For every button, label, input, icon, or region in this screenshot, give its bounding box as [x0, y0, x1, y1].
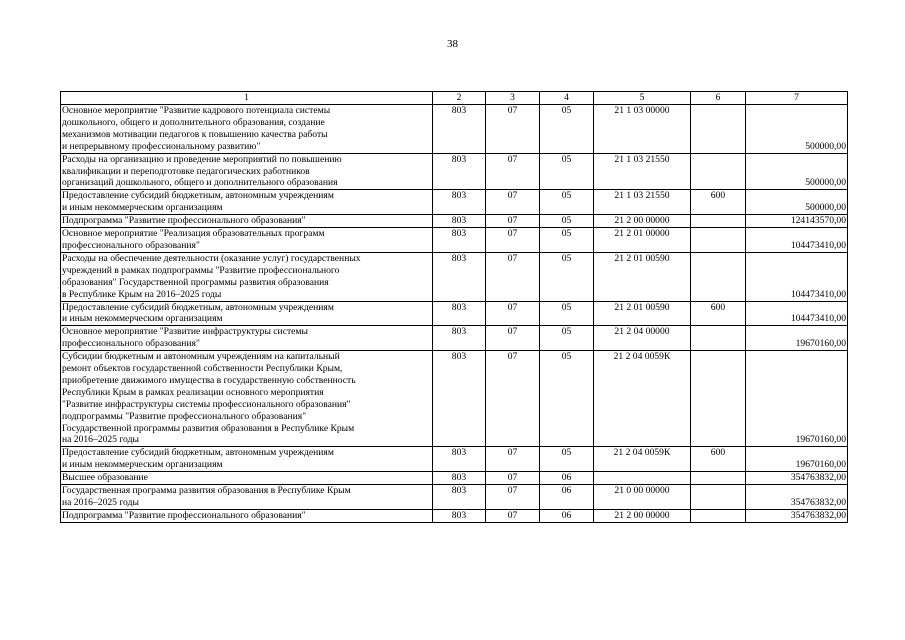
target-article-code-cell: [594, 472, 691, 485]
expense-type-code-cell: [691, 326, 746, 351]
expense-type-code-cell: [691, 252, 746, 301]
page-number: 38: [447, 38, 458, 50]
target-article-code-cell: 21 2 04 0059К: [594, 351, 691, 447]
target-article-code-cell: 21 0 00 00000: [594, 485, 691, 510]
row-name-cell: Расходы на организацию и проведение мероприятий по повышению квалификации и переподготовке педагогических работников организаций дошкольного, общего и дополнительного образования: [61, 153, 433, 190]
section-code-cell: 07: [486, 485, 540, 510]
section-code-cell: 07: [486, 190, 540, 215]
ministry-code-cell: 803: [433, 326, 486, 351]
subsection-code-cell: 06: [540, 509, 594, 522]
section-code-cell: 07: [486, 447, 540, 472]
target-article-code-cell: 21 2 04 0059К: [594, 447, 691, 472]
subsection-code-cell: 06: [540, 485, 594, 510]
section-code-cell: 07: [486, 153, 540, 190]
row-name-cell: Расходы на обеспечение деятельности (оказание услуг) государственных учреждений в рамках подпрограммы "Развитие профессионального образования" Государственной программы развития образования в Республике Крым на 2016–2025 годы: [61, 252, 433, 301]
amount-cell: 19670160,00: [746, 447, 848, 472]
subsection-code-cell: 05: [540, 105, 594, 154]
target-article-code-cell: 21 1 03 21550: [594, 153, 691, 190]
table-row: [61, 447, 848, 472]
column-header: 1: [61, 92, 433, 105]
expense-type-code-cell: [691, 215, 746, 228]
expense-type-code-cell: [691, 351, 746, 447]
table-header-row: [61, 92, 848, 105]
row-name-cell: Высшее образование: [61, 472, 433, 485]
amount-cell: 354763832,00: [746, 509, 848, 522]
subsection-code-cell: 05: [540, 252, 594, 301]
amount-cell: 500000,00: [746, 153, 848, 190]
expense-type-code-cell: [691, 472, 746, 485]
ministry-code-cell: 803: [433, 301, 486, 326]
section-code-cell: 07: [486, 301, 540, 326]
section-code-cell: 07: [486, 326, 540, 351]
subsection-code-cell: 05: [540, 326, 594, 351]
target-article-code-cell: 21 2 00 00000: [594, 215, 691, 228]
row-name-cell: Субсидии бюджетным и автономным учреждениям на капитальный ремонт объектов государственной собственности Республики Крым, приобретение движимого имущества в государственную собственность Республики Крым в рамках реализации основного мероприятия "Развитие инфраструктуры системы профессионального образования" подпрограммы "Развитие профессионального образования" Государственной программы развития образования в Республике Крым на 2016–2025 годы: [61, 351, 433, 447]
expense-type-code-cell: [691, 228, 746, 253]
target-article-code-cell: 21 2 04 00000: [594, 326, 691, 351]
ministry-code-cell: 803: [433, 228, 486, 253]
row-name-cell: Подпрограмма "Развитие профессионального образования": [61, 215, 433, 228]
ministry-code-cell: 803: [433, 485, 486, 510]
ministry-code-cell: 803: [433, 215, 486, 228]
amount-cell: 354763832,00: [746, 472, 848, 485]
subsection-code-cell: 05: [540, 215, 594, 228]
subsection-code-cell: 05: [540, 228, 594, 253]
row-name-cell: Предоставление субсидий бюджетным, автономным учреждениям и иным некоммерческим организациям: [61, 301, 433, 326]
table-row: [61, 326, 848, 351]
section-code-cell: 07: [486, 105, 540, 154]
column-header: 4: [540, 92, 594, 105]
row-name-cell: Государственная программа развития образования в Республике Крым на 2016–2025 годы: [61, 485, 433, 510]
table-row: [61, 509, 848, 522]
amount-cell: 104473410,00: [746, 252, 848, 301]
table-row: [61, 301, 848, 326]
ministry-code-cell: 803: [433, 509, 486, 522]
ministry-code-cell: 803: [433, 153, 486, 190]
ministry-code-cell: 803: [433, 252, 486, 301]
table-row: [61, 485, 848, 510]
target-article-code-cell: 21 2 01 00000: [594, 228, 691, 253]
table-row: [61, 215, 848, 228]
target-article-code-cell: 21 2 01 00590: [594, 252, 691, 301]
row-name-cell: Основное мероприятие "Развитие кадрового потенциала системы дошкольного, общего и дополнительного образования, создание механизмов мотивации педагогов к повышению качества работы и непрерывному профессиональному развитию": [61, 105, 433, 154]
column-header: 5: [594, 92, 691, 105]
ministry-code-cell: 803: [433, 105, 486, 154]
section-code-cell: 07: [486, 509, 540, 522]
ministry-code-cell: 803: [433, 447, 486, 472]
table-row: [61, 105, 848, 154]
table-row: [61, 472, 848, 485]
budget-table: [60, 91, 848, 523]
section-code-cell: 07: [486, 472, 540, 485]
table-row: [61, 351, 848, 447]
amount-cell: 19670160,00: [746, 326, 848, 351]
expense-type-code-cell: 600: [691, 447, 746, 472]
row-name-cell: Предоставление субсидий бюджетным, автономным учреждениям и иным некоммерческим организациям: [61, 190, 433, 215]
table-row: [61, 190, 848, 215]
target-article-code-cell: 21 2 00 00000: [594, 509, 691, 522]
subsection-code-cell: 05: [540, 301, 594, 326]
amount-cell: 104473410,00: [746, 228, 848, 253]
expense-type-code-cell: [691, 153, 746, 190]
section-code-cell: 07: [486, 351, 540, 447]
subsection-code-cell: 05: [540, 351, 594, 447]
amount-cell: 354763832,00: [746, 485, 848, 510]
target-article-code-cell: 21 1 03 21550: [594, 190, 691, 215]
target-article-code-cell: 21 2 01 00590: [594, 301, 691, 326]
subsection-code-cell: 05: [540, 447, 594, 472]
table-row: [61, 153, 848, 190]
table-row: [61, 228, 848, 253]
expense-type-code-cell: [691, 509, 746, 522]
target-article-code-cell: 21 1 03 00000: [594, 105, 691, 154]
amount-cell: 19670160,00: [746, 351, 848, 447]
expense-type-code-cell: 600: [691, 190, 746, 215]
section-code-cell: 07: [486, 215, 540, 228]
expense-type-code-cell: 600: [691, 301, 746, 326]
row-name-cell: Основное мероприятие "Реализация образовательных программ профессионального образования": [61, 228, 433, 253]
row-name-cell: Предоставление субсидий бюджетным, автономным учреждениям и иным некоммерческим организациям: [61, 447, 433, 472]
amount-cell: 500000,00: [746, 190, 848, 215]
ministry-code-cell: 803: [433, 351, 486, 447]
column-header: 7: [746, 92, 848, 105]
subsection-code-cell: 06: [540, 472, 594, 485]
table-row: [61, 252, 848, 301]
section-code-cell: 07: [486, 228, 540, 253]
ministry-code-cell: 803: [433, 472, 486, 485]
expense-type-code-cell: [691, 105, 746, 154]
amount-cell: 104473410,00: [746, 301, 848, 326]
subsection-code-cell: 05: [540, 153, 594, 190]
subsection-code-cell: 05: [540, 190, 594, 215]
amount-cell: 500000,00: [746, 105, 848, 154]
column-header: 6: [691, 92, 746, 105]
ministry-code-cell: 803: [433, 190, 486, 215]
row-name-cell: Подпрограмма "Развитие профессионального образования": [61, 509, 433, 522]
amount-cell: 124143570,00: [746, 215, 848, 228]
column-header: 3: [486, 92, 540, 105]
column-header: 2: [433, 92, 486, 105]
section-code-cell: 07: [486, 252, 540, 301]
expense-type-code-cell: [691, 485, 746, 510]
row-name-cell: Основное мероприятие "Развитие инфраструктуры системы профессионального образования": [61, 326, 433, 351]
